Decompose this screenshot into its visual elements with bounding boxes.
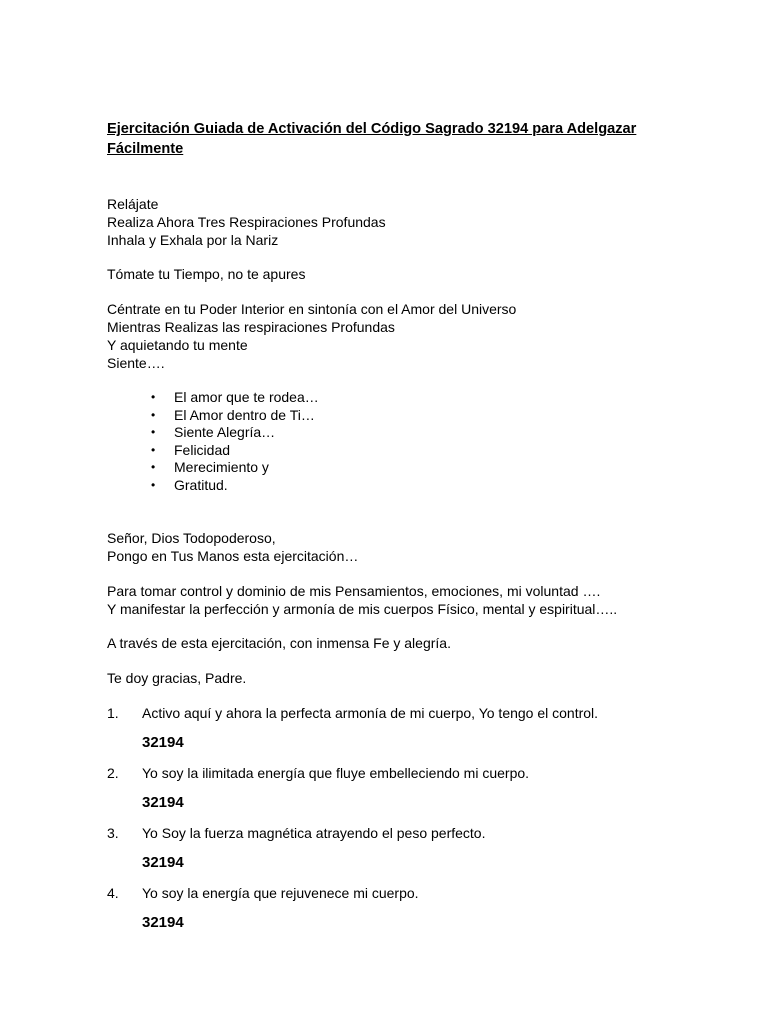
center-line: Mientras Realizas las respiraciones Profundas bbox=[107, 319, 395, 335]
prayer-line: Señor, Dios Todopoderoso, bbox=[107, 529, 276, 546]
bullet-text: Felicidad bbox=[174, 441, 231, 458]
bullet-icon: • bbox=[151, 442, 156, 457]
bullet-text: Gratitud. bbox=[174, 476, 228, 493]
affirmation-number: 2. bbox=[107, 764, 119, 781]
affirmation-text: Yo soy la ilimitada energía que fluye embelleciendo mi cuerpo. bbox=[142, 764, 530, 781]
list-item bbox=[151, 407, 677, 425]
take-time-line: Tómate tu Tiempo, no te apures bbox=[107, 266, 306, 282]
control-line: Y manifestar la perfección y armonía de mis cuerpos Físico, mental y espiritual….. bbox=[107, 600, 618, 617]
bullet-icon: • bbox=[151, 477, 156, 492]
bullet-text: El Amor dentro de Ti… bbox=[174, 406, 315, 423]
sacred-code: 32194 bbox=[142, 853, 184, 871]
bullet-icon: • bbox=[151, 460, 156, 475]
affirmation-number: 4. bbox=[107, 884, 119, 901]
thanks-line: Te doy gracias, Padre. bbox=[107, 669, 247, 686]
prayer-paragraph bbox=[107, 529, 677, 565]
document-title: Ejercitación Guiada de Activación del Código Sagrado 32194 para Adelgazar Fácilmente bbox=[107, 121, 637, 157]
bullet-text: Siente Alegría… bbox=[174, 424, 276, 441]
affirmation-number: 3. bbox=[107, 824, 119, 841]
bullet-text: Merecimiento y bbox=[174, 459, 269, 476]
intro-line: Realiza Ahora Tres Respiraciones Profundas bbox=[107, 214, 386, 230]
control-paragraph bbox=[107, 582, 677, 618]
document-page bbox=[107, 119, 677, 933]
affirmation-text: Yo Soy la fuerza magnética atrayendo el peso perfecto. bbox=[142, 824, 486, 841]
intro-paragraph bbox=[107, 195, 677, 249]
center-line: Céntrate en tu Poder Interior en sintonía con el Amor del Universo bbox=[107, 301, 517, 317]
affirmations-list bbox=[107, 704, 677, 933]
affirmation-number: 1. bbox=[107, 704, 119, 721]
sacred-code: 32194 bbox=[142, 793, 184, 811]
feelings-bullet-list bbox=[107, 389, 677, 495]
thanks-paragraph bbox=[107, 669, 677, 687]
faith-paragraph bbox=[107, 634, 677, 652]
affirmation-item bbox=[107, 884, 677, 902]
affirmation-text: Activo aquí y ahora la perfecta armonía de mi cuerpo, Yo tengo el control. bbox=[142, 704, 599, 721]
list-item bbox=[151, 389, 677, 407]
center-line: Siente…. bbox=[107, 355, 165, 371]
affirmation-item bbox=[107, 824, 677, 842]
center-line: Y aquietando tu mente bbox=[107, 337, 248, 353]
bullet-icon: • bbox=[151, 425, 156, 440]
intro-line: Relájate bbox=[107, 196, 159, 212]
list-item bbox=[151, 477, 677, 495]
sacred-code: 32194 bbox=[142, 913, 184, 931]
prayer-line: Pongo en Tus Manos esta ejercitación… bbox=[107, 547, 359, 564]
list-item bbox=[151, 459, 677, 477]
control-line: Para tomar control y dominio de mis Pensamientos, emociones, mi voluntad …. bbox=[107, 582, 601, 599]
affirmation-item bbox=[107, 764, 677, 782]
intro-line: Inhala y Exhala por la Nariz bbox=[107, 232, 279, 248]
center-paragraph bbox=[107, 300, 677, 372]
faith-line: A través de esta ejercitación, con inmensa Fe y alegría. bbox=[107, 634, 451, 651]
bullet-icon: • bbox=[151, 407, 156, 422]
take-time-paragraph bbox=[107, 265, 677, 283]
list-item bbox=[151, 424, 677, 442]
list-item bbox=[151, 442, 677, 460]
bullet-text: El amor que te rodea… bbox=[174, 389, 319, 405]
bullet-icon: • bbox=[151, 390, 156, 404]
affirmation-text: Yo soy la energía que rejuvenece mi cuerpo. bbox=[142, 884, 419, 901]
affirmation-item bbox=[107, 704, 677, 722]
sacred-code: 32194 bbox=[142, 733, 184, 751]
